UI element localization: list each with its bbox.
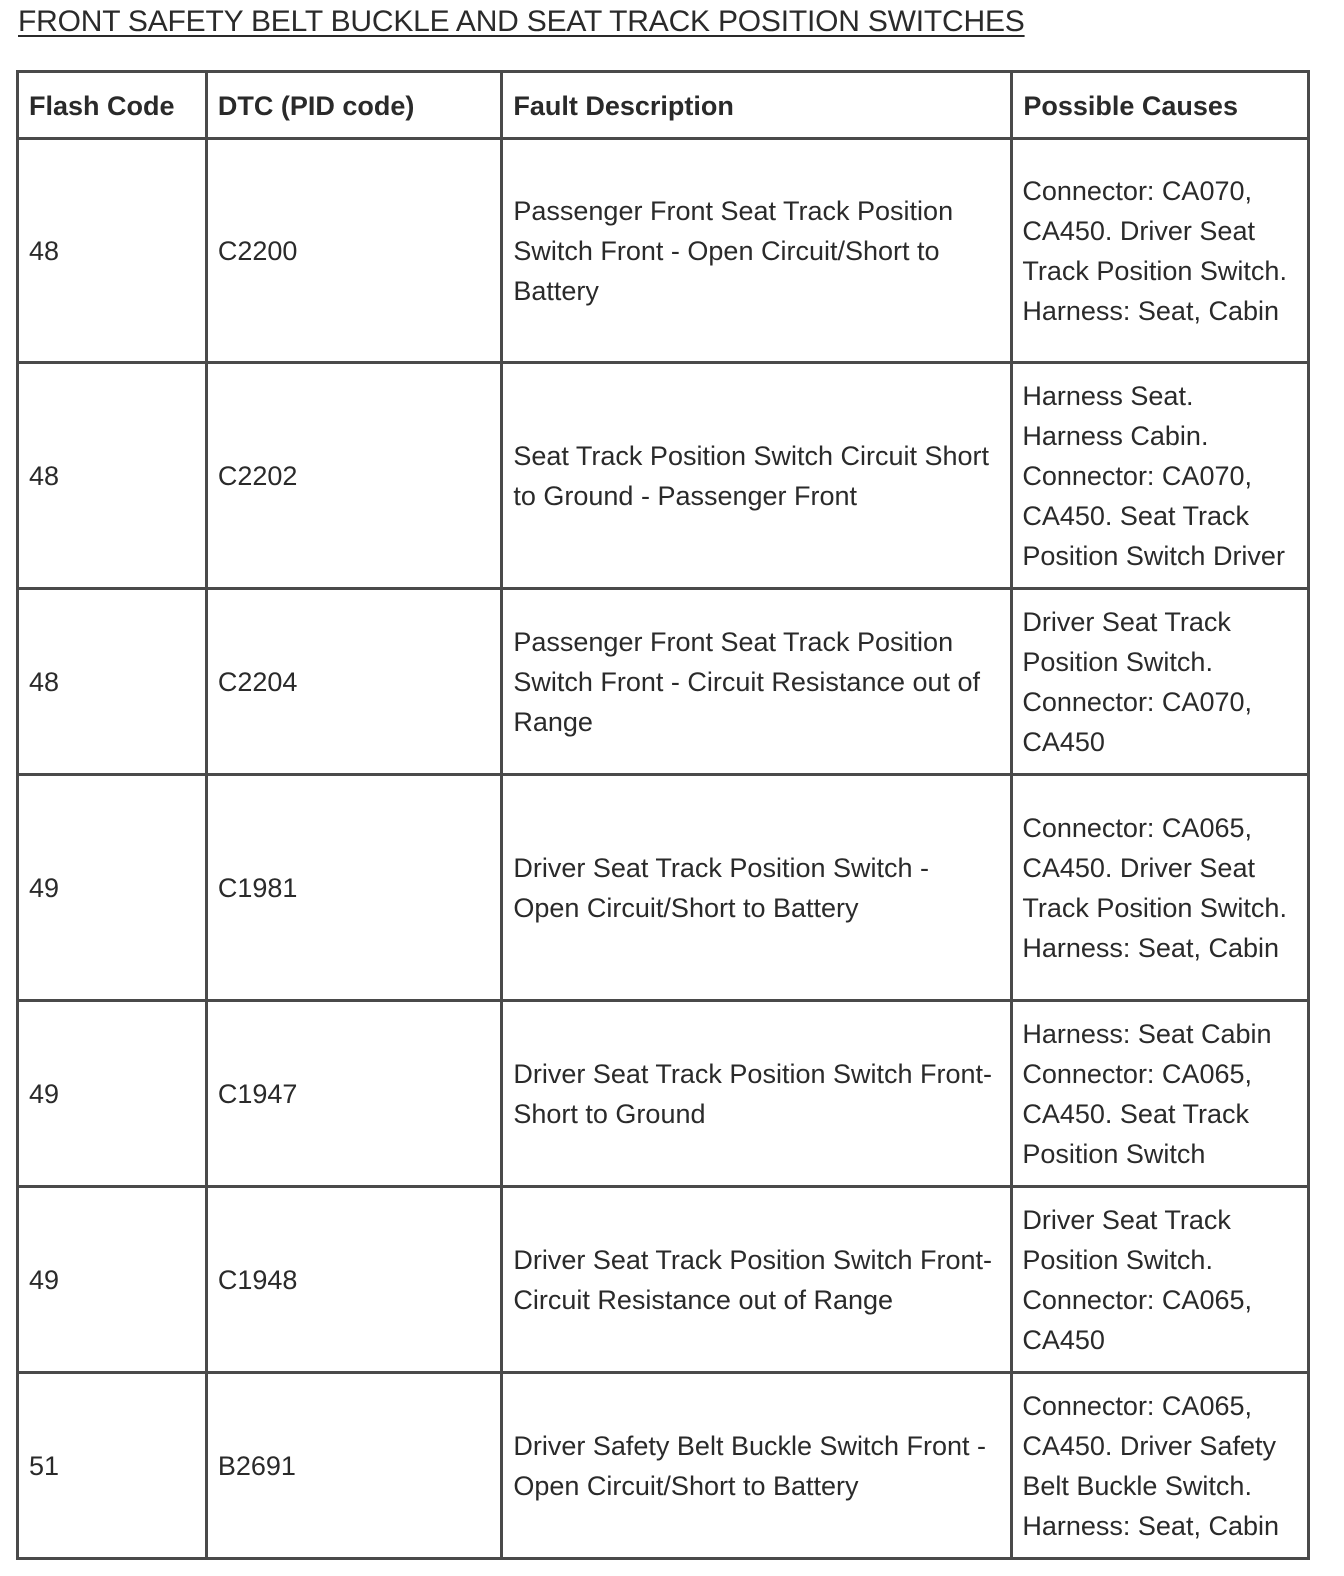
possible-causes-cell: Harness Seat. Harness Cabin. Connector: CA070, CA450. Seat Track Position Switch Driver (1012, 363, 1309, 589)
table-row (18, 589, 1309, 775)
table-row (18, 363, 1309, 589)
possible-causes-cell: Driver Seat Track Position Switch. Connector: CA065, CA450 (1012, 1187, 1309, 1373)
table-row (18, 1001, 1309, 1187)
flash-code-cell: 51 (18, 1373, 207, 1559)
fault-description-cell: Driver Safety Belt Buckle Switch Front - Open Circuit/Short to Battery (502, 1373, 1012, 1559)
flash-code-cell: 48 (18, 139, 207, 363)
fault-description-cell: Driver Seat Track Position Switch - Open Circuit/Short to Battery (502, 775, 1012, 1001)
flash-code-cell: 49 (18, 1001, 207, 1187)
flash-code-cell: 49 (18, 1187, 207, 1373)
fault-description-cell: Driver Seat Track Position Switch Front- Short to Ground (502, 1001, 1012, 1187)
fault-description-cell: Seat Track Position Switch Circuit Short to Ground - Passenger Front (502, 363, 1012, 589)
table-header-row (18, 72, 1309, 139)
dtc-cell: C2202 (206, 363, 502, 589)
flash-code-cell: 48 (18, 363, 207, 589)
flash-code-cell: 48 (18, 589, 207, 775)
dtc-cell: B2691 (206, 1373, 502, 1559)
table-row (18, 1187, 1309, 1373)
possible-causes-cell: Harness: Seat Cabin Connector: CA065, CA450. Seat Track Position Switch (1012, 1001, 1309, 1187)
header-fault-description: Fault Description (502, 72, 1012, 139)
dtc-cell: C1948 (206, 1187, 502, 1373)
dtc-cell: C2204 (206, 589, 502, 775)
dtc-cell: C1981 (206, 775, 502, 1001)
fault-description-cell: Driver Seat Track Position Switch Front- Circuit Resistance out of Range (502, 1187, 1012, 1373)
possible-causes-cell: Connector: CA065, CA450. Driver Seat Track Position Switch. Harness: Seat, Cabin (1012, 775, 1309, 1001)
table-row (18, 1373, 1309, 1559)
page-title: FRONT SAFETY BELT BUCKLE AND SEAT TRACK POSITION SWITCHES (18, 5, 1025, 38)
fault-description-cell: Passenger Front Seat Track Position Switch Front - Open Circuit/Short to Battery (502, 139, 1012, 363)
possible-causes-cell: Connector: CA065, CA450. Driver Safety Belt Buckle Switch. Harness: Seat, Cabin (1012, 1373, 1309, 1559)
possible-causes-cell: Connector: CA070, CA450. Driver Seat Track Position Switch. Harness: Seat, Cabin (1012, 139, 1309, 363)
table-row (18, 775, 1309, 1001)
fault-description-cell: Passenger Front Seat Track Position Switch Front - Circuit Resistance out of Range (502, 589, 1012, 775)
table-row (18, 139, 1309, 363)
header-dtc: DTC (PID code) (206, 72, 502, 139)
possible-causes-cell: Driver Seat Track Position Switch. Connector: CA070, CA450 (1012, 589, 1309, 775)
header-flash-code: Flash Code (18, 72, 207, 139)
header-possible-causes: Possible Causes (1012, 72, 1309, 139)
dtc-cell: C2200 (206, 139, 502, 363)
flash-code-cell: 49 (18, 775, 207, 1001)
dtc-cell: C1947 (206, 1001, 502, 1187)
dtc-table (16, 70, 1310, 1560)
